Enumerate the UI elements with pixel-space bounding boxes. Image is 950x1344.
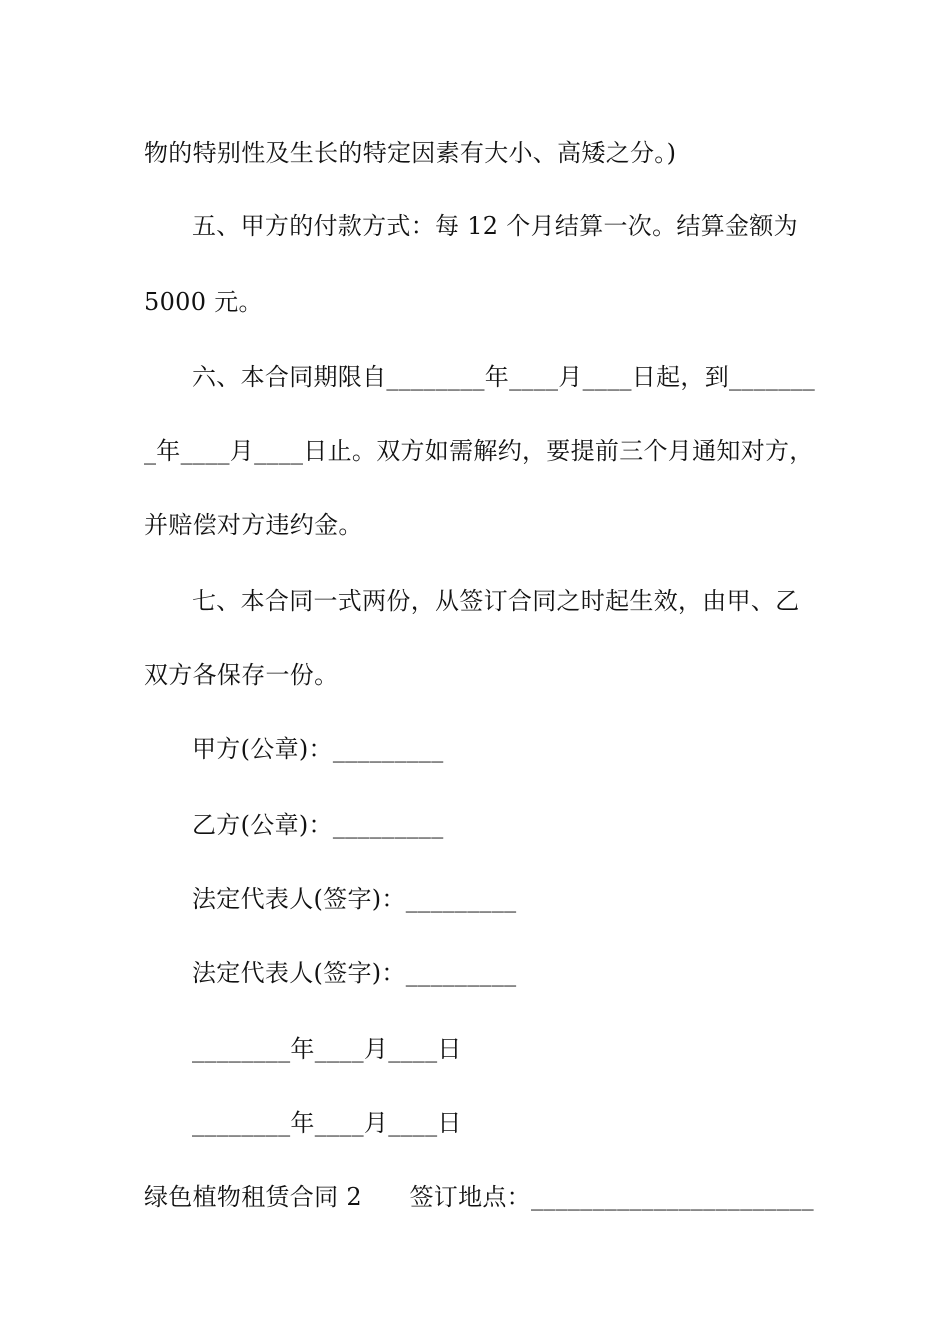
- paragraph-6-line-1: 六、本合同期限自________年____月____日起，到_______: [192, 363, 816, 391]
- paragraph-6-line-2: _年____月____日止。双方如需解约，要提前三个月通知对方，: [144, 437, 814, 465]
- legal-rep-signature-a: 法定代表人(签字)：_________: [192, 885, 517, 913]
- paragraph-7-line-1: 七、本合同一式两份，从签订合同之时起生效，由甲、乙: [192, 587, 800, 615]
- date-line-b: ________年____月____日: [192, 1109, 462, 1137]
- date-line-a: ________年____月____日: [192, 1035, 462, 1063]
- paragraph-5-line-1: 五、甲方的付款方式：每 12 个月结算一次。结算金额为: [192, 212, 798, 240]
- contract-2-heading: 绿色植物租赁合同 2 签订地点：_______________________: [144, 1183, 814, 1211]
- paragraph-5-line-2: 5000 元。: [144, 288, 263, 316]
- legal-rep-signature-b: 法定代表人(签字)：_________: [192, 959, 517, 987]
- paragraph-7-line-2: 双方各保存一份。: [144, 661, 339, 689]
- paragraph-6-line-3: 并赔偿对方违约金。: [144, 511, 363, 539]
- party-a-seal-line: 甲方(公章)：_________: [192, 735, 444, 763]
- text-line: 物的特别性及生长的特定因素有大小、高矮之分。): [144, 139, 677, 167]
- party-b-seal-line: 乙方(公章)：_________: [192, 811, 444, 839]
